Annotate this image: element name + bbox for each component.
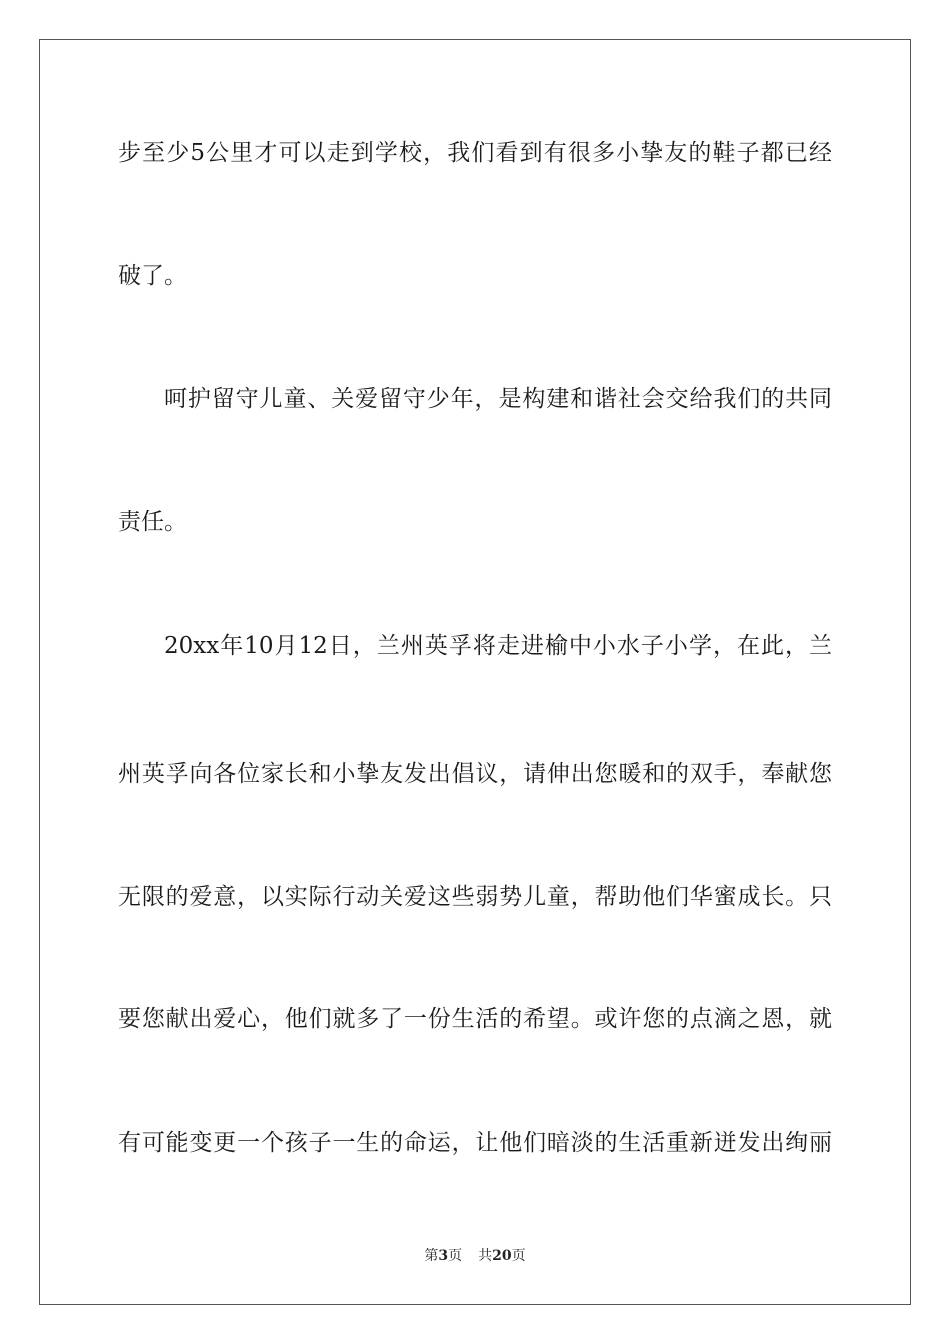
body-line-4: 责任。 xyxy=(118,509,187,535)
page-label-suffix: 页 xyxy=(448,1248,463,1264)
body-line-1: 步至少5公里才可以走到学校，我们看到有很多小挚友的鞋子都已经 xyxy=(118,140,832,166)
page-border xyxy=(39,39,911,1305)
total-label-prefix: 共 xyxy=(478,1248,493,1264)
body-line-6: 州英孚向各位家长和小挚友发出倡议，请伸出您暖和的双手，奉献您 xyxy=(118,761,832,787)
total-page-number: 20 xyxy=(492,1248,512,1264)
body-line-3: 呵护留守儿童、关爱留守少年，是构建和谐社会交给我们的共同 xyxy=(164,386,832,412)
page-label-prefix: 第 xyxy=(424,1248,439,1264)
total-label-suffix: 页 xyxy=(511,1248,526,1264)
current-page-number: 3 xyxy=(438,1248,449,1264)
page-footer xyxy=(0,1246,950,1266)
body-line-8: 要您献出爱心，他们就多了一份生活的希望。或许您的点滴之恩，就 xyxy=(118,1006,832,1032)
body-line-2: 破了。 xyxy=(118,263,187,289)
body-line-9: 有可能变更一个孩子一生的命运，让他们暗淡的生活重新迸发出绚丽 xyxy=(118,1130,832,1156)
body-line-5: 20xx年10月12日，兰州英孚将走进榆中小水子小学，在此，兰 xyxy=(164,633,832,659)
body-line-7: 无限的爱意，以实际行动关爱这些弱势儿童，帮助他们华蜜成长。只 xyxy=(118,884,832,910)
